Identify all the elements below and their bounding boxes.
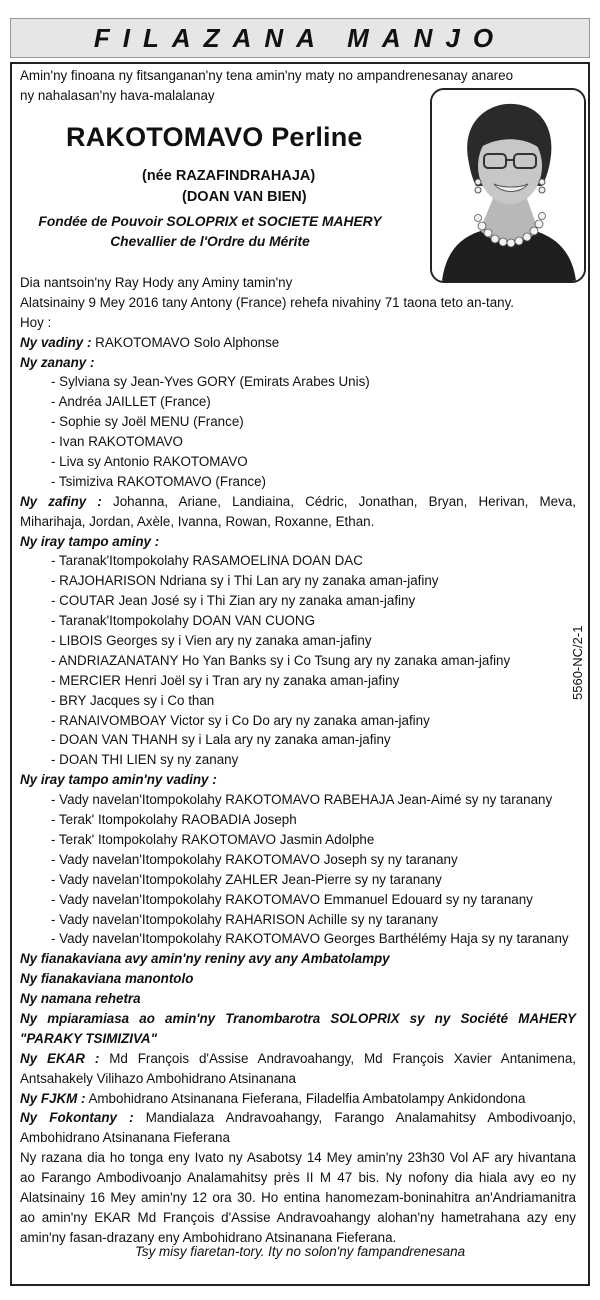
- line-text: Alatsinainy 16 Mey amin'ny 12 ora 30. Ho entina hanomezam-boninahitra an'Andriamanitra: [20, 1189, 576, 1205]
- intro-line: ny nahalasan'ny hava-malalanay: [20, 87, 215, 103]
- body-line: [20, 870, 594, 890]
- line-text: RAKOTOMAVO Solo Alphonse: [91, 334, 280, 350]
- line-text: - Vady navelan'Itompokolahy RAKOTOMAVO Georges Barthélémy Haja sy ny taranany: [51, 931, 569, 947]
- section-label: Ny iray tampo aminy :: [20, 533, 160, 549]
- line-text: - Liva sy Antonio RAKOTOMAVO: [51, 454, 248, 470]
- body-line: [20, 313, 594, 333]
- line-text: - Sylviana sy Jean-Yves GORY (Emirats Arabes Unis): [51, 374, 370, 390]
- body-line: [20, 372, 594, 392]
- section-label: Ny Fokontany :: [20, 1110, 134, 1126]
- banner-title: FILAZANA MANJO: [93, 22, 507, 53]
- body-line: [20, 293, 594, 313]
- deceased-name: RAKOTOMAVO Perline: [66, 122, 363, 152]
- line-text: - Vady navelan'Itompokolahy RAKOTOMAVO Joseph sy ny taranany: [51, 851, 458, 867]
- line-text: - MERCIER Henri Joël sy i Tran ary ny zanaka aman-jafiny: [51, 672, 400, 688]
- body-line: [20, 1208, 576, 1228]
- line-text: amin'ny fasan-drazany eny Ambohidrano Atsinanana Fieferana.: [20, 1229, 397, 1245]
- section-label: Ny fianakaviana avy amin'ny reniny avy any Ambatolampy: [20, 951, 390, 967]
- body-line: [20, 1128, 594, 1148]
- line-text: - Tsimiziva RAKOTOMAVO (France): [51, 473, 267, 489]
- portrait-photo: [430, 88, 586, 283]
- deceased-maiden-name: (née RAZAFINDRAHAJA): [142, 168, 316, 184]
- section-label: Ny iray tampo amin'ny vadiny :: [20, 772, 217, 788]
- line-text: ao amin'ny EKAR Md François d'Assise Andravoahangy alohan'ny hametrahana azy eny: [20, 1209, 576, 1225]
- body-line: [20, 492, 576, 512]
- section-label: "PARAKY TSIMIZIVA": [20, 1030, 157, 1046]
- body-line: [20, 472, 594, 492]
- body-line: [20, 969, 594, 989]
- body-line: [20, 1148, 576, 1168]
- body-line: [20, 810, 594, 830]
- line-text: - RAJOHARISON Ndriana sy i Thi Lan ary ny zanaka aman-jafiny: [51, 573, 439, 589]
- line-text: - Taranak'Itompokolahy DOAN VAN CUONG: [51, 613, 316, 629]
- body-line: [20, 850, 594, 870]
- notice-body: [20, 273, 594, 1248]
- line-text: - Vady navelan'Itompokolahy RAHARISON Achille sy ny taranany: [51, 911, 439, 927]
- body-line: [20, 929, 594, 949]
- body-line: [20, 611, 594, 631]
- body-line: [20, 651, 594, 671]
- body-line: [20, 711, 594, 731]
- line-text: Alatsinainy 9 Mey 2016 tany Antony (France) rehefa nivahiny 71 taona teto an-tany.: [20, 294, 515, 310]
- body-line: [20, 790, 594, 810]
- body-line: [20, 571, 594, 591]
- body-line: [20, 1029, 594, 1049]
- body-line: [20, 273, 594, 293]
- section-label: Ny namana rehetra: [20, 991, 141, 1007]
- body-line: [20, 1069, 594, 1089]
- deceased-title-2: Chevallier de l'Ordre du Mérite: [110, 234, 310, 249]
- line-text: - Vady navelan'Itompokolahy RAKOTOMAVO Emmanuel Edouard sy ny taranany: [51, 891, 533, 907]
- section-label: Ny zanany :: [20, 354, 95, 370]
- body-line: [20, 1168, 576, 1188]
- body-line: [20, 392, 594, 412]
- body-line: [20, 949, 594, 969]
- body-line: [20, 691, 594, 711]
- body-line: [20, 890, 594, 910]
- line-text: - BRY Jacques sy i Co than: [51, 692, 215, 708]
- intro-line: Amin'ny finoana ny fitsanganan'ny tena amin'ny maty no ampandrenesanay anareo: [20, 68, 514, 83]
- body-line: [20, 750, 594, 770]
- line-text: ao Farango Ambodivoanjo Analamahitsy près II M 47 bis. Ny nofony dia hiala avy eo ny: [20, 1170, 576, 1186]
- line-text: Ambohidrano Atsinanana Fieferana, Filadelfia Ambatolampy Ankidondona: [85, 1090, 526, 1106]
- line-text: - Ivan RAKOTOMAVO: [51, 434, 183, 450]
- line-text: - ANDRIAZANATANY Ho Yan Banks sy i Co Tsung ary ny zanaka aman-jafiny: [51, 652, 511, 668]
- line-text: Mandialaza Andravoahangy, Farango Analamahitsy Ambodivoanjo,: [133, 1110, 576, 1126]
- section-label: Ny zafiny :: [20, 493, 102, 509]
- deceased-title-1: Fondée de Pouvoir SOLOPRIX et SOCIETE MAHERY: [38, 214, 382, 229]
- line-text: Ambohidrano Atsinanana Fieferana: [20, 1130, 230, 1146]
- notice-banner: [10, 18, 590, 58]
- body-line: [20, 353, 594, 373]
- deceased-titles: [0, 212, 420, 252]
- body-line: [20, 432, 594, 452]
- notice-footer: Tsy misy fiaretan-tory. Ity no solon'ny fampandrenesana: [134, 1244, 466, 1259]
- section-label: Ny vadiny :: [20, 334, 92, 350]
- line-text: - DOAN VAN THANH sy i Lala ary ny zanaka aman-jafiny: [51, 732, 391, 748]
- line-text: Miharihaja, Jordan, Axèle, Ivanna, Rowan, Roxanne, Ethan.: [20, 513, 375, 529]
- body-line: [20, 333, 594, 353]
- side-reference: 5560-NC/2-1: [570, 625, 585, 700]
- section-label: Ny FJKM :: [20, 1090, 86, 1106]
- body-line: [20, 1108, 576, 1128]
- body-line: [20, 412, 594, 432]
- line-text: - Taranak'Itompokolahy RASAMOELINA DOAN DAC: [51, 553, 363, 569]
- line-text: Johanna, Ariane, Landiaina, Cédric, Jonathan, Bryan, Herivan, Meva,: [101, 493, 576, 509]
- body-line: [20, 1009, 576, 1029]
- body-line: [20, 532, 594, 552]
- line-text: Md François d'Assise Andravoahangy, Md François Xavier Antanimena,: [99, 1050, 576, 1066]
- body-line: [20, 452, 594, 472]
- line-text: - COUTAR Jean José sy i Thi Zian ary ny zanaka aman-jafiny: [51, 593, 416, 609]
- deceased-alias: (DOAN VAN BIEN): [182, 189, 307, 205]
- body-line: [20, 631, 594, 651]
- body-line: [20, 989, 594, 1009]
- line-text: Dia nantsoin'ny Ray Hody any Aminy tamin'ny: [20, 275, 293, 290]
- body-line: [20, 910, 594, 930]
- line-text: Hoy :: [20, 314, 52, 330]
- body-line: [20, 730, 594, 750]
- portrait-illustration: [432, 90, 584, 281]
- section-label: Ny EKAR :: [20, 1050, 100, 1066]
- body-line: [20, 551, 594, 571]
- body-line: [20, 1089, 594, 1109]
- body-line: [20, 671, 594, 691]
- line-text: - Vady navelan'Itompokolahy RAKOTOMAVO RABEHAJA Jean-Aimé sy ny taranany: [51, 792, 553, 808]
- body-line: [20, 830, 594, 850]
- line-text: - Vady navelan'Itompokolahy ZAHLER Jean-Pierre sy ny taranany: [51, 871, 442, 887]
- body-line: [20, 512, 594, 532]
- line-text: - Terak' Itompokolahy RAOBADIA Joseph: [51, 812, 297, 828]
- line-text: - Sophie sy Joël MENU (France): [51, 414, 244, 430]
- line-text: - DOAN THI LIEN sy ny zanany: [51, 752, 239, 768]
- line-text: - Terak' Itompokolahy RAKOTOMAVO Jasmin Adolphe: [51, 831, 375, 847]
- line-text: - RANAIVOMBOAY Victor sy i Co Do ary ny zanaka aman-jafiny: [51, 712, 430, 728]
- body-line: [20, 1188, 576, 1208]
- line-text: - LIBOIS Georges sy i Vien ary ny zanaka aman-jafiny: [51, 633, 372, 649]
- body-line: [20, 770, 594, 790]
- line-text: Ny razana dia ho tonga eny Ivato ny Asabotsy 14 Mey amin'ny 23h30 Vol AF ary hivantana: [20, 1150, 576, 1166]
- body-line: [20, 1049, 576, 1069]
- line-text: Antsahakely Vilihazo Ambohidrano Atsinanana: [20, 1070, 296, 1086]
- body-line: [20, 591, 594, 611]
- section-label: Ny mpiaramiasa ao amin'ny Tranombarotra SOLOPRIX sy ny Société MAHERY: [20, 1010, 576, 1026]
- section-label: Ny fianakaviana manontolo: [20, 971, 194, 987]
- line-text: - Andréa JAILLET (France): [51, 394, 211, 410]
